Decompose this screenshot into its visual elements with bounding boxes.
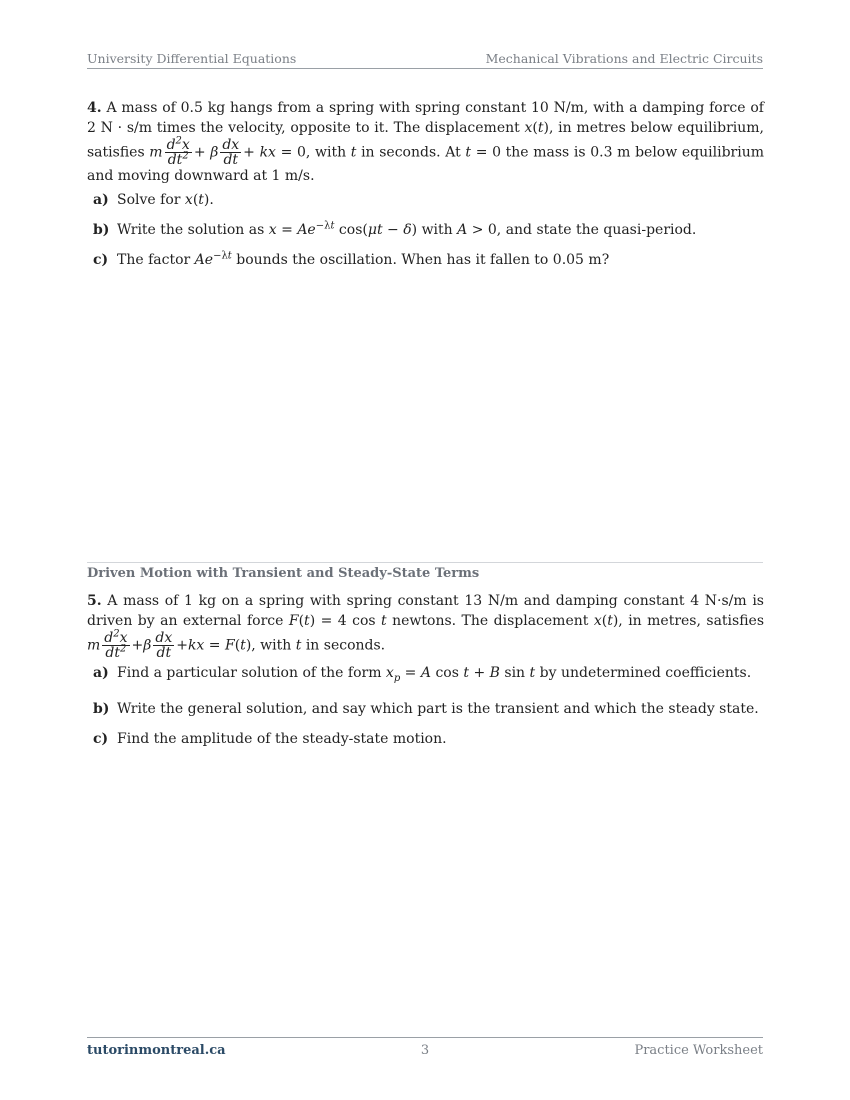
footer-site-link[interactable]: tutorinmontreal.ca bbox=[87, 1043, 226, 1058]
problem-5-number: 5. bbox=[87, 593, 102, 609]
fraction-first-derivative: $\frac{dx}{dt}$ bbox=[222, 137, 240, 168]
section-title: Driven Motion with Transient and Steady-State Terms bbox=[87, 566, 480, 581]
fraction-second-derivative: $\frac{d^2x}{dt^2}$ bbox=[104, 628, 128, 661]
problem-4-part-b: b) Write the solution as $x = Ae^{-\lambda t}$ cos(μt − δ) with A > 0, and state the quasi-period. bbox=[93, 219, 697, 238]
problem-5-statement: 5. A mass of 1 kg on a spring with spring constant 13 N/m and damping constant 4 N·s/m is driven by an external force F(t) = 4 cos t newtons. The displacement x(t), in metres, satisfies m $\frac{d^2x}{dt^2}$ +β $\frac{dx}{dt}$ +kx = F(t), with t in seconds. bbox=[87, 593, 765, 661]
problem-5-parts bbox=[87, 663, 764, 749]
problem-4-part-a: a) Solve for x(t). bbox=[93, 191, 214, 208]
problem-4 bbox=[87, 99, 764, 270]
problem-5-part-c: c) Find the amplitude of the steady-state motion. bbox=[93, 730, 447, 747]
section-divider bbox=[87, 562, 763, 563]
problem-5-part-a: a) Find a particular solution of the form $x_p = A$ cos t + B sin t by undetermined coefficients. bbox=[93, 665, 752, 684]
header-chapter-title: Mechanical Vibrations and Electric Circuits bbox=[485, 51, 763, 66]
footer-page-number: 3 bbox=[420, 1043, 430, 1058]
problem-4-number: 4. bbox=[87, 100, 102, 116]
page-header bbox=[87, 50, 763, 69]
footer-divider bbox=[87, 1037, 763, 1038]
problem-4-parts bbox=[87, 190, 764, 270]
fraction-first-derivative: $\frac{dx}{dt}$ bbox=[155, 630, 173, 661]
fraction-second-derivative: $\frac{d^2x}{dt^2}$ bbox=[166, 135, 190, 168]
problem-5 bbox=[87, 592, 764, 749]
header-course-title: University Differential Equations bbox=[87, 51, 297, 66]
problem-4-part-c: c) The factor $Ae^{-\lambda t}$ bounds the oscillation. When has it fallen to 0.05 m? bbox=[93, 249, 610, 268]
problem-4-statement: 4. A mass of 0.5 kg hangs from a spring with spring constant 10 N/m, with a damping force of 2 N · s/m times the velocity, opposite to it. The displacement x(t), in metres below equilibrium, satisfies m $\frac{d^2x}{dt^2}$ + β $\frac{dx}{dt}$ + kx = 0, with t in seconds. At t = 0 the mass is 0.3 m below equilibrium and moving downward at 1 m/s. bbox=[87, 100, 764, 184]
footer-worksheet-label: Practice Worksheet bbox=[634, 1043, 763, 1058]
problem-5-part-b: b) Write the general solution, and say which part is the transient and which the steady state. bbox=[93, 700, 759, 717]
